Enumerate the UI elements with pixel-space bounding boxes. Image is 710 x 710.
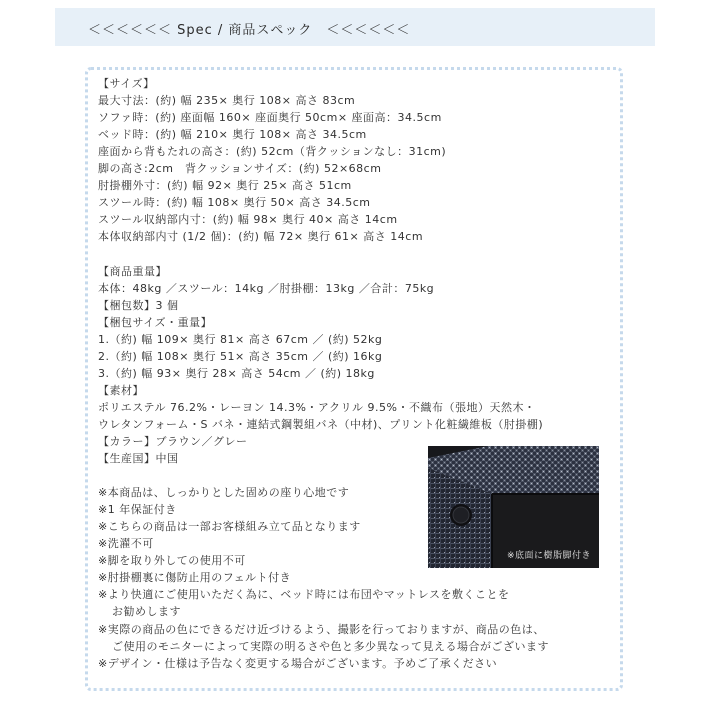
- size-line: 最大寸法：(約) 幅 235× 奥行 108× 高さ 83cm: [98, 94, 356, 108]
- note-line: ※デザイン・仕様は予告なく変更する場合がございます。予めご了承ください: [98, 656, 498, 670]
- material-line: ウレタンフォーム・S バネ・連結式鋼製組バネ（中材)、プリント化粧繊維板（肘掛棚): [98, 417, 544, 431]
- note-line: ※より快適にご使用いただく為に、ベッド時には布団やマットレスを敷くことを: [98, 588, 510, 602]
- product-bottom-photo: [428, 446, 599, 568]
- weight-heading: 【商品重量】: [98, 264, 167, 278]
- size-line: ソファ時：(約) 座面幅 160× 座面奥行 50cm× 座面高：34.5cm: [98, 111, 442, 125]
- spec-content: [98, 75, 618, 672]
- note-line: ※肘掛棚裏に傷防止用のフェルト付き: [98, 571, 292, 585]
- note-line: ※実際の商品の色にできるだけ近づけるよう、撮影を行っておりますが、商品の色は、: [98, 622, 545, 636]
- origin-line: 【生産国】中国: [98, 452, 179, 466]
- package-size-heading: 【梱包サイズ・重量】: [98, 315, 213, 329]
- note-line: ※こちらの商品は一部お客様組み立て品となります: [98, 520, 361, 534]
- size-line: ベッド時：(約) 幅 210× 奥行 108× 高さ 34.5cm: [98, 128, 367, 142]
- size-line: 本体収納部内寸 (1/2 個)：(約) 幅 72× 奥行 61× 高さ 14cm: [98, 230, 424, 244]
- package-line: 1.（約) 幅 109× 奥行 81× 高さ 67cm ／ (約) 52kg: [98, 332, 383, 346]
- spec-header-band: [55, 8, 655, 46]
- size-line: 肘掛棚外寸：(約) 幅 92× 奥行 25× 高さ 51cm: [98, 179, 352, 193]
- package-line: 2.（約) 幅 108× 奥行 51× 高さ 35cm ／ (約) 16kg: [98, 349, 383, 363]
- package-line: 3.（約) 幅 93× 奥行 28× 高さ 54cm ／ (約) 18kg: [98, 366, 375, 380]
- packages-line: 【梱包数】3 個: [98, 298, 179, 312]
- note-line: ※1 年保証付き: [98, 503, 177, 517]
- note-line: ご使用のモニターによって実際の明るさや色と多少異なって見える場合がございます: [112, 639, 549, 653]
- material-heading: 【素材】: [98, 383, 144, 397]
- note-line: お勧めします: [112, 605, 181, 619]
- photo-caption: ※底面に樹脂脚付き: [506, 551, 591, 561]
- size-line: スツール収納部内寸：(約) 幅 98× 奥行 40× 高さ 14cm: [98, 213, 398, 227]
- color-line: 【カラー】ブラウン／グレー: [98, 434, 248, 448]
- size-line: 脚の高さ:2cm 背クッションサイズ：(約) 52×68cm: [98, 162, 382, 176]
- spec-header-title: ＜＜＜＜＜＜ Spec / 商品スペック ＜＜＜＜＜＜: [88, 23, 411, 38]
- material-line: ポリエステル 76.2%・レーヨン 14.3%・アクリル 9.5%・不織布（張地）天然木・: [98, 400, 536, 414]
- size-heading: 【サイズ】: [98, 77, 155, 90]
- spacer: [98, 245, 618, 262]
- note-line: ※洗濯不可: [98, 537, 154, 551]
- weight-line: 本体：48kg ／スツール：14kg ／肘掛棚：13kg ／合計：75kg: [98, 281, 435, 295]
- note-line: ※本商品は、しっかりとした固めの座り心地です: [98, 486, 350, 500]
- note-line: ※脚を取り外しての使用不可: [98, 554, 246, 568]
- size-line: 座面から背もたれの高さ：(約) 52cm（背クッションなし：31cm): [98, 145, 447, 159]
- size-line: スツール時：(約) 幅 108× 奥行 50× 高さ 34.5cm: [98, 196, 371, 210]
